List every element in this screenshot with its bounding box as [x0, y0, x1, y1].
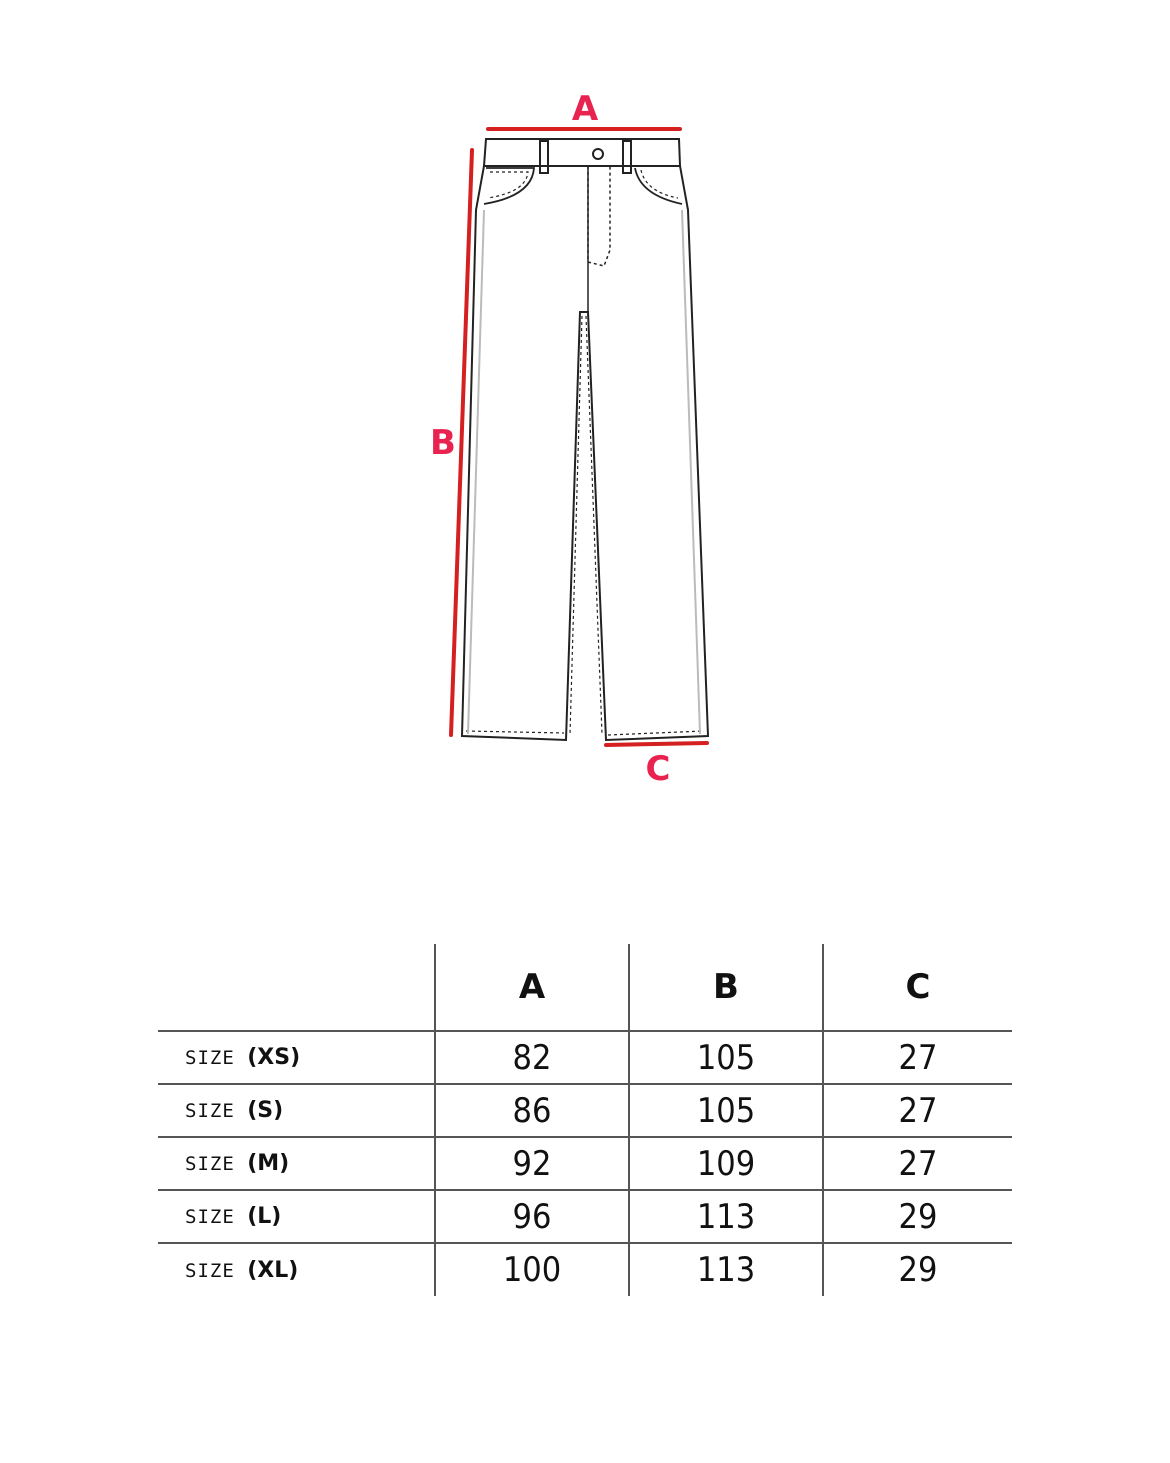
header-cell-blank [158, 944, 435, 1031]
value-c: 27 [823, 1084, 1012, 1137]
dimension-label-b: B [430, 423, 456, 463]
value-c: 27 [823, 1031, 1012, 1084]
size-prefix: SIZE [185, 1100, 235, 1122]
value-c: 29 [823, 1243, 1012, 1296]
size-label [158, 1137, 435, 1190]
size-label [158, 1031, 435, 1084]
value-c: 27 [823, 1137, 1012, 1190]
value-b: 105 [629, 1084, 823, 1137]
value-b: 105 [629, 1031, 823, 1084]
table-row [158, 1031, 1012, 1084]
table-row [158, 1137, 1012, 1190]
header-cell-c: C [823, 944, 1012, 1031]
pants-illustration [462, 139, 708, 740]
value-c: 29 [823, 1190, 1012, 1243]
value-a: 100 [435, 1243, 629, 1296]
value-a: 96 [435, 1190, 629, 1243]
waistband [484, 139, 680, 166]
table-row [158, 1190, 1012, 1243]
measure-line-c [606, 743, 707, 745]
pants-body [462, 166, 708, 740]
size-prefix: SIZE [185, 1259, 235, 1282]
value-a: 92 [435, 1137, 629, 1190]
size-code: (S) [247, 1098, 284, 1123]
size-label [158, 1190, 435, 1243]
size-prefix: SIZE [185, 1206, 235, 1228]
size-code: (M) [247, 1151, 290, 1176]
size-prefix: SIZE [185, 1153, 235, 1175]
value-a: 82 [435, 1031, 629, 1084]
dimension-label-c: C [645, 749, 671, 789]
table-header-row [158, 944, 1012, 1031]
dimension-label-a: A [571, 89, 599, 129]
header-cell-b: B [629, 944, 823, 1031]
value-b: 113 [629, 1190, 823, 1243]
size-label [158, 1084, 435, 1137]
header-cell-a: A [435, 944, 629, 1031]
value-b: 109 [629, 1137, 823, 1190]
table-row [158, 1243, 1012, 1296]
size-code: (XS) [247, 1045, 301, 1070]
size-prefix: SIZE [185, 1047, 235, 1069]
size-code: (L) [247, 1204, 282, 1229]
value-a: 86 [435, 1084, 629, 1137]
table-row [158, 1084, 1012, 1137]
value-b: 113 [629, 1243, 823, 1296]
size-code: (XL) [247, 1257, 299, 1283]
size-chart-table [158, 944, 1012, 1296]
size-label [158, 1243, 435, 1296]
